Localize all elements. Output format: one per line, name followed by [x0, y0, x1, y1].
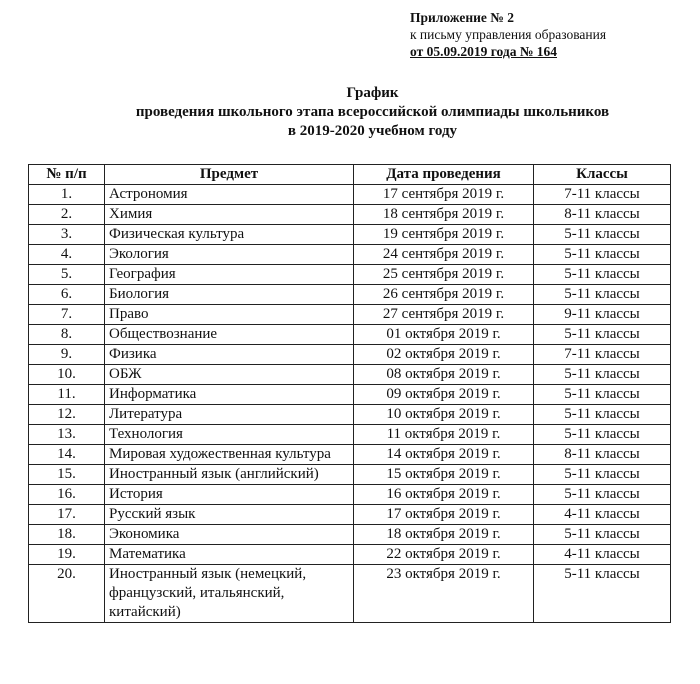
row-number: 10.: [29, 365, 105, 385]
grades-cell: 9-11 классы: [534, 305, 671, 325]
document-title: [0, 84, 700, 141]
table-row: [29, 225, 671, 245]
grades-cell: 5-11 классы: [534, 225, 671, 245]
title-line-2: проведения школьного этапа всероссийской олимпиады школьников: [135, 104, 610, 120]
subject-cell: История: [105, 485, 354, 505]
table-row: [29, 505, 671, 525]
table-row: [29, 525, 671, 545]
row-number: 20.: [29, 565, 105, 623]
table-row: [29, 385, 671, 405]
table-row: [29, 445, 671, 465]
subject-cell: Право: [105, 305, 354, 325]
row-number: 8.: [29, 325, 105, 345]
appendix-letter-date: от 05.09.2019 года № 164: [410, 44, 558, 59]
date-cell: 26 сентября 2019 г.: [354, 285, 534, 305]
grades-cell: 8-11 классы: [534, 445, 671, 465]
date-cell: 19 сентября 2019 г.: [354, 225, 534, 245]
grades-cell: 4-11 классы: [534, 505, 671, 525]
row-number: 12.: [29, 405, 105, 425]
grades-cell: 5-11 классы: [534, 565, 671, 623]
grades-cell: 8-11 классы: [534, 205, 671, 225]
header-number: № п/п: [29, 165, 105, 185]
row-number: 9.: [29, 345, 105, 365]
row-number: 13.: [29, 425, 105, 445]
grades-cell: 5-11 классы: [534, 365, 671, 385]
grades-cell: 4-11 классы: [534, 545, 671, 565]
date-cell: 11 октября 2019 г.: [354, 425, 534, 445]
table-row: [29, 245, 671, 265]
header-subject: Предмет: [105, 165, 354, 185]
date-cell: 08 октября 2019 г.: [354, 365, 534, 385]
table-row: [29, 485, 671, 505]
date-cell: 23 октября 2019 г.: [354, 565, 534, 623]
row-number: 4.: [29, 245, 105, 265]
grades-cell: 5-11 классы: [534, 265, 671, 285]
row-number: 14.: [29, 445, 105, 465]
title-line-1: График: [346, 85, 399, 101]
subject-cell: Обществознание: [105, 325, 354, 345]
date-cell: 17 октября 2019 г.: [354, 505, 534, 525]
grades-cell: 5-11 классы: [534, 245, 671, 265]
appendix-letter-ref: к письму управления образования: [410, 27, 607, 42]
table-row: [29, 425, 671, 445]
subject-cell: Математика: [105, 545, 354, 565]
subject-cell: Мировая художественная культура: [105, 445, 354, 465]
row-number: 11.: [29, 385, 105, 405]
table-row: [29, 405, 671, 425]
subject-cell: Технология: [105, 425, 354, 445]
subject-cell: Экология: [105, 245, 354, 265]
date-cell: 22 октября 2019 г.: [354, 545, 534, 565]
grades-cell: 5-11 классы: [534, 325, 671, 345]
subject-cell: Иностранный язык (английский): [105, 465, 354, 485]
row-number: 19.: [29, 545, 105, 565]
row-number: 2.: [29, 205, 105, 225]
table-row: [29, 365, 671, 385]
title-line-3: в 2019-2020 учебном году: [287, 123, 458, 139]
subject-cell: Литература: [105, 405, 354, 425]
grades-cell: 5-11 классы: [534, 405, 671, 425]
date-cell: 18 октября 2019 г.: [354, 525, 534, 545]
date-cell: 10 октября 2019 г.: [354, 405, 534, 425]
row-number: 15.: [29, 465, 105, 485]
grades-cell: 5-11 классы: [534, 285, 671, 305]
table-row: [29, 185, 671, 205]
date-cell: 16 октября 2019 г.: [354, 485, 534, 505]
table-row: [29, 325, 671, 345]
subject-cell: География: [105, 265, 354, 285]
grades-cell: 7-11 классы: [534, 345, 671, 365]
subject-cell: Химия: [105, 205, 354, 225]
subject-cell: Биология: [105, 285, 354, 305]
grades-cell: 5-11 классы: [534, 525, 671, 545]
appendix-title: Приложение № 2: [410, 10, 514, 25]
grades-cell: 5-11 классы: [534, 465, 671, 485]
date-cell: 17 сентября 2019 г.: [354, 185, 534, 205]
date-cell: 18 сентября 2019 г.: [354, 205, 534, 225]
date-cell: 02 октября 2019 г.: [354, 345, 534, 365]
row-number: 6.: [29, 285, 105, 305]
table-row: [29, 285, 671, 305]
date-cell: 14 октября 2019 г.: [354, 445, 534, 465]
table-row: [29, 345, 671, 365]
date-cell: 25 сентября 2019 г.: [354, 265, 534, 285]
subject-cell: Физическая культура: [105, 225, 354, 245]
row-number: 18.: [29, 525, 105, 545]
subject-cell: Иностранный язык (немецкий, французский, итальянский, китайский): [105, 565, 354, 623]
row-number: 1.: [29, 185, 105, 205]
date-cell: 27 сентября 2019 г.: [354, 305, 534, 325]
row-number: 17.: [29, 505, 105, 525]
table-row: [29, 205, 671, 225]
subject-cell: Информатика: [105, 385, 354, 405]
table-row: [29, 465, 671, 485]
subject-cell: ОБЖ: [105, 365, 354, 385]
subject-cell: Астрономия: [105, 185, 354, 205]
table-row: [29, 565, 671, 623]
grades-cell: 5-11 классы: [534, 425, 671, 445]
row-number: 16.: [29, 485, 105, 505]
row-number: 7.: [29, 305, 105, 325]
appendix-block: [410, 9, 606, 60]
subject-cell: Физика: [105, 345, 354, 365]
row-number: 3.: [29, 225, 105, 245]
header-date: Дата проведения: [354, 165, 534, 185]
row-number: 5.: [29, 265, 105, 285]
subject-cell: Русский язык: [105, 505, 354, 525]
grades-cell: 5-11 классы: [534, 385, 671, 405]
table-row: [29, 265, 671, 285]
subject-cell: Экономика: [105, 525, 354, 545]
table-body: [29, 185, 671, 623]
table-row: [29, 545, 671, 565]
date-cell: 01 октября 2019 г.: [354, 325, 534, 345]
date-cell: 24 сентября 2019 г.: [354, 245, 534, 265]
table-header-row: [29, 165, 671, 185]
grades-cell: 5-11 классы: [534, 485, 671, 505]
date-cell: 09 октября 2019 г.: [354, 385, 534, 405]
date-cell: 15 октября 2019 г.: [354, 465, 534, 485]
header-grades: Классы: [534, 165, 671, 185]
table-row: [29, 305, 671, 325]
olympiad-schedule-table: [28, 164, 671, 623]
grades-cell: 7-11 классы: [534, 185, 671, 205]
